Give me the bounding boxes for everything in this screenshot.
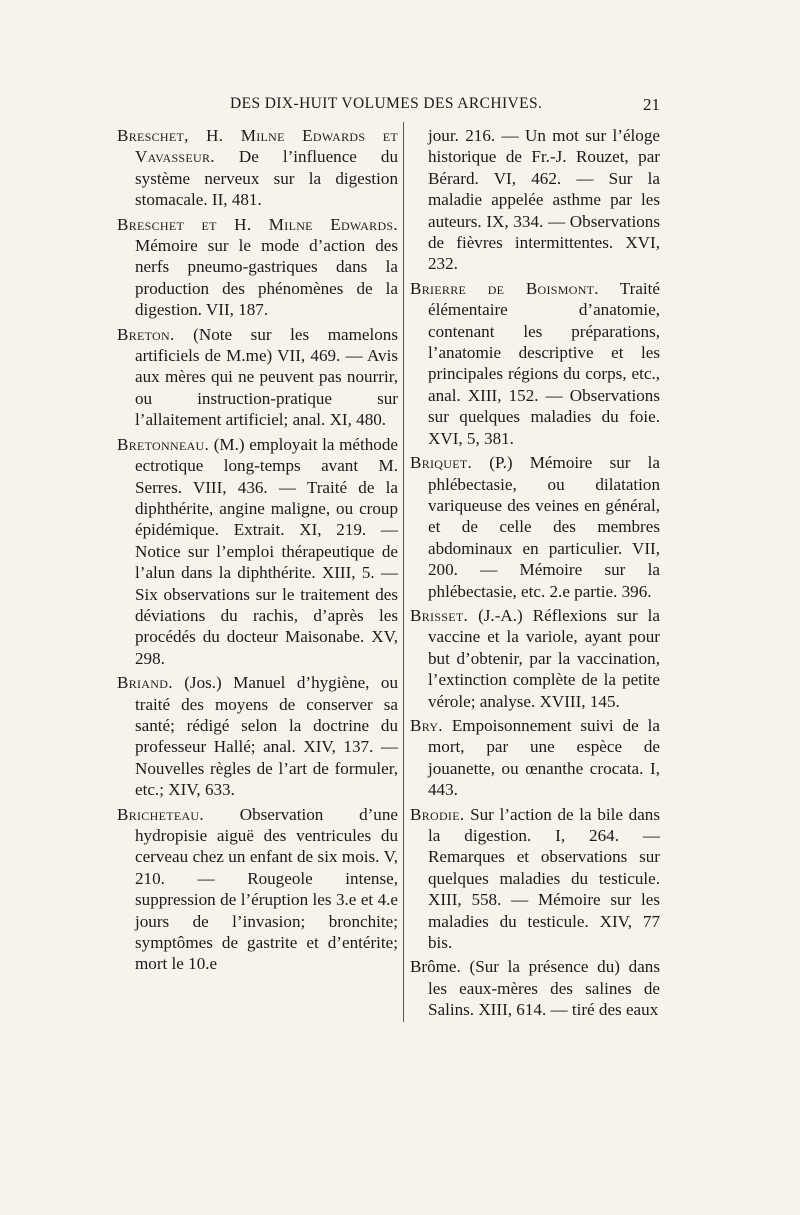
entry-headword: Bretonneau.: [117, 434, 210, 454]
entry-text: (Jos.) Manuel d’hygiène, ou traité des moyens de conserver sa santé; rédigé selon la doctrine du professeur Hallé; anal. XIV, 137. — Nouvelles règles de l’art de formuler, etc.; XIV, 633.: [135, 673, 398, 800]
index-entry-continuation: [410, 125, 660, 275]
index-entry: [117, 672, 398, 800]
index-entry: [410, 956, 660, 1020]
entry-text: (J.-A.) Réflexions sur la vaccine et la variole, ayant pour but d’obtenir, par la vaccination, l’extinction complète de la petite vérole; analyse. XVIII, 145.: [428, 605, 660, 711]
entry-headword: Breschet, H. Milne Edwards et Vavasseur.: [117, 126, 398, 167]
entry-text: Brôme. (Sur la présence du) dans les eaux-mères des salines de Salins. XIII, 614. — tiré des eaux: [410, 957, 660, 1020]
entry-headword: Briand.: [117, 673, 173, 693]
entry-text: Sur l’action de la bile dans la digestion. I, 264. — Remarques et observations sur quelques maladies du testicule. XIII, 558. — Mémoire sur les maladies du testicule. XIV, 77 bis.: [428, 804, 660, 953]
index-entry: [117, 324, 398, 431]
entry-text: (Note sur les mamelons artificiels de M.me) VII, 469. — Avis aux mères qui ne peuvent pas nourrir, ou instruction-pratique sur l’allaitement artificiel; anal. XI, 480.: [135, 324, 398, 430]
entry-headword: Bry.: [410, 715, 443, 735]
entry-headword: Bricheteau.: [117, 804, 204, 824]
index-entry: [117, 804, 398, 975]
left-column: [117, 125, 398, 978]
entry-text: Observation d’une hydropisie aiguë des ventricules du cerveau chez un enfant de six mois. V, 210. — Rougeole intense, suppression de l’éruption les 3.e et 4.e jours de l’invasion; bronchite; symptômes de gastrite et d’entérite; mort le 10.e: [135, 804, 398, 974]
index-entry: [410, 278, 660, 449]
entry-headword: Brisset.: [410, 605, 469, 625]
entry-text: Empoisonnement suivi de la mort, par une espèce de jouanette, ou œnanthe crocata. I, 443.: [428, 715, 660, 800]
index-entry: [410, 715, 660, 801]
entry-headword: Brierre de Boismont.: [410, 278, 599, 298]
entry-text: Traité élémentaire d’anatomie, contenant les préparations, l’anatomie descriptive et les principales régions du corps, etc., anal. XIII, 152. — Observations sur quelques maladies du foie. XVI, 5, 381.: [428, 278, 660, 448]
entry-text: Mémoire sur le mode d’action des nerfs pneumo-gastriques dans la production des phénomènes de la digestion. VII, 187.: [135, 236, 398, 320]
index-entry: [410, 804, 660, 954]
index-entry: [117, 125, 398, 211]
entry-text: jour. 216. — Un mot sur l’éloge historique de Fr.-J. Rouzet, par Bérard. VI, 462. — Sur la maladie appelée asthme par les auteurs. IX, 334. — Observations de fièvres intermittentes. XVI, 232.: [428, 126, 660, 274]
entry-text: De l’influence du système nerveux sur la digestion stomacale. II, 481.: [135, 147, 398, 210]
right-column: [410, 125, 660, 1024]
index-entry: [410, 452, 660, 602]
index-entry: [410, 605, 660, 712]
running-title: DES DIX-HUIT VOLUMES DES ARCHIVES.: [230, 95, 543, 112]
index-entry: [117, 214, 398, 321]
index-entry: [117, 434, 398, 669]
entry-headword: Breton.: [117, 324, 175, 344]
entry-headword: Breschet et H. Milne Edwards.: [117, 214, 398, 234]
entry-text: (P.) Mémoire sur la phlébectasie, ou dilatation variqueuse des veines en général, et de celle des membres abdominaux en particulier. VII, 200. — Mémoire sur la phlébectasie, etc. 2.e partie. 396.: [428, 453, 660, 601]
running-header: [125, 95, 660, 119]
entry-headword: Brodie.: [410, 804, 465, 824]
page-number: 21: [643, 95, 660, 114]
entry-text: (M.) employait la méthode ectrotique long-temps avant M. Serres. VIII, 436. — Traité de la diphthérite, angine maligne, ou croup épidémique. Extrait. XI, 219. — Notice sur l’emploi thérapeutique de l’alun dans la diphthérite. XIII, 5. — Six observations sur le traitement des déviations du rachis, d’après les procédés du docteur Maisonabe. XV, 298.: [135, 434, 398, 668]
entry-headword: Briquet.: [410, 453, 473, 473]
column-divider: [403, 122, 404, 1022]
